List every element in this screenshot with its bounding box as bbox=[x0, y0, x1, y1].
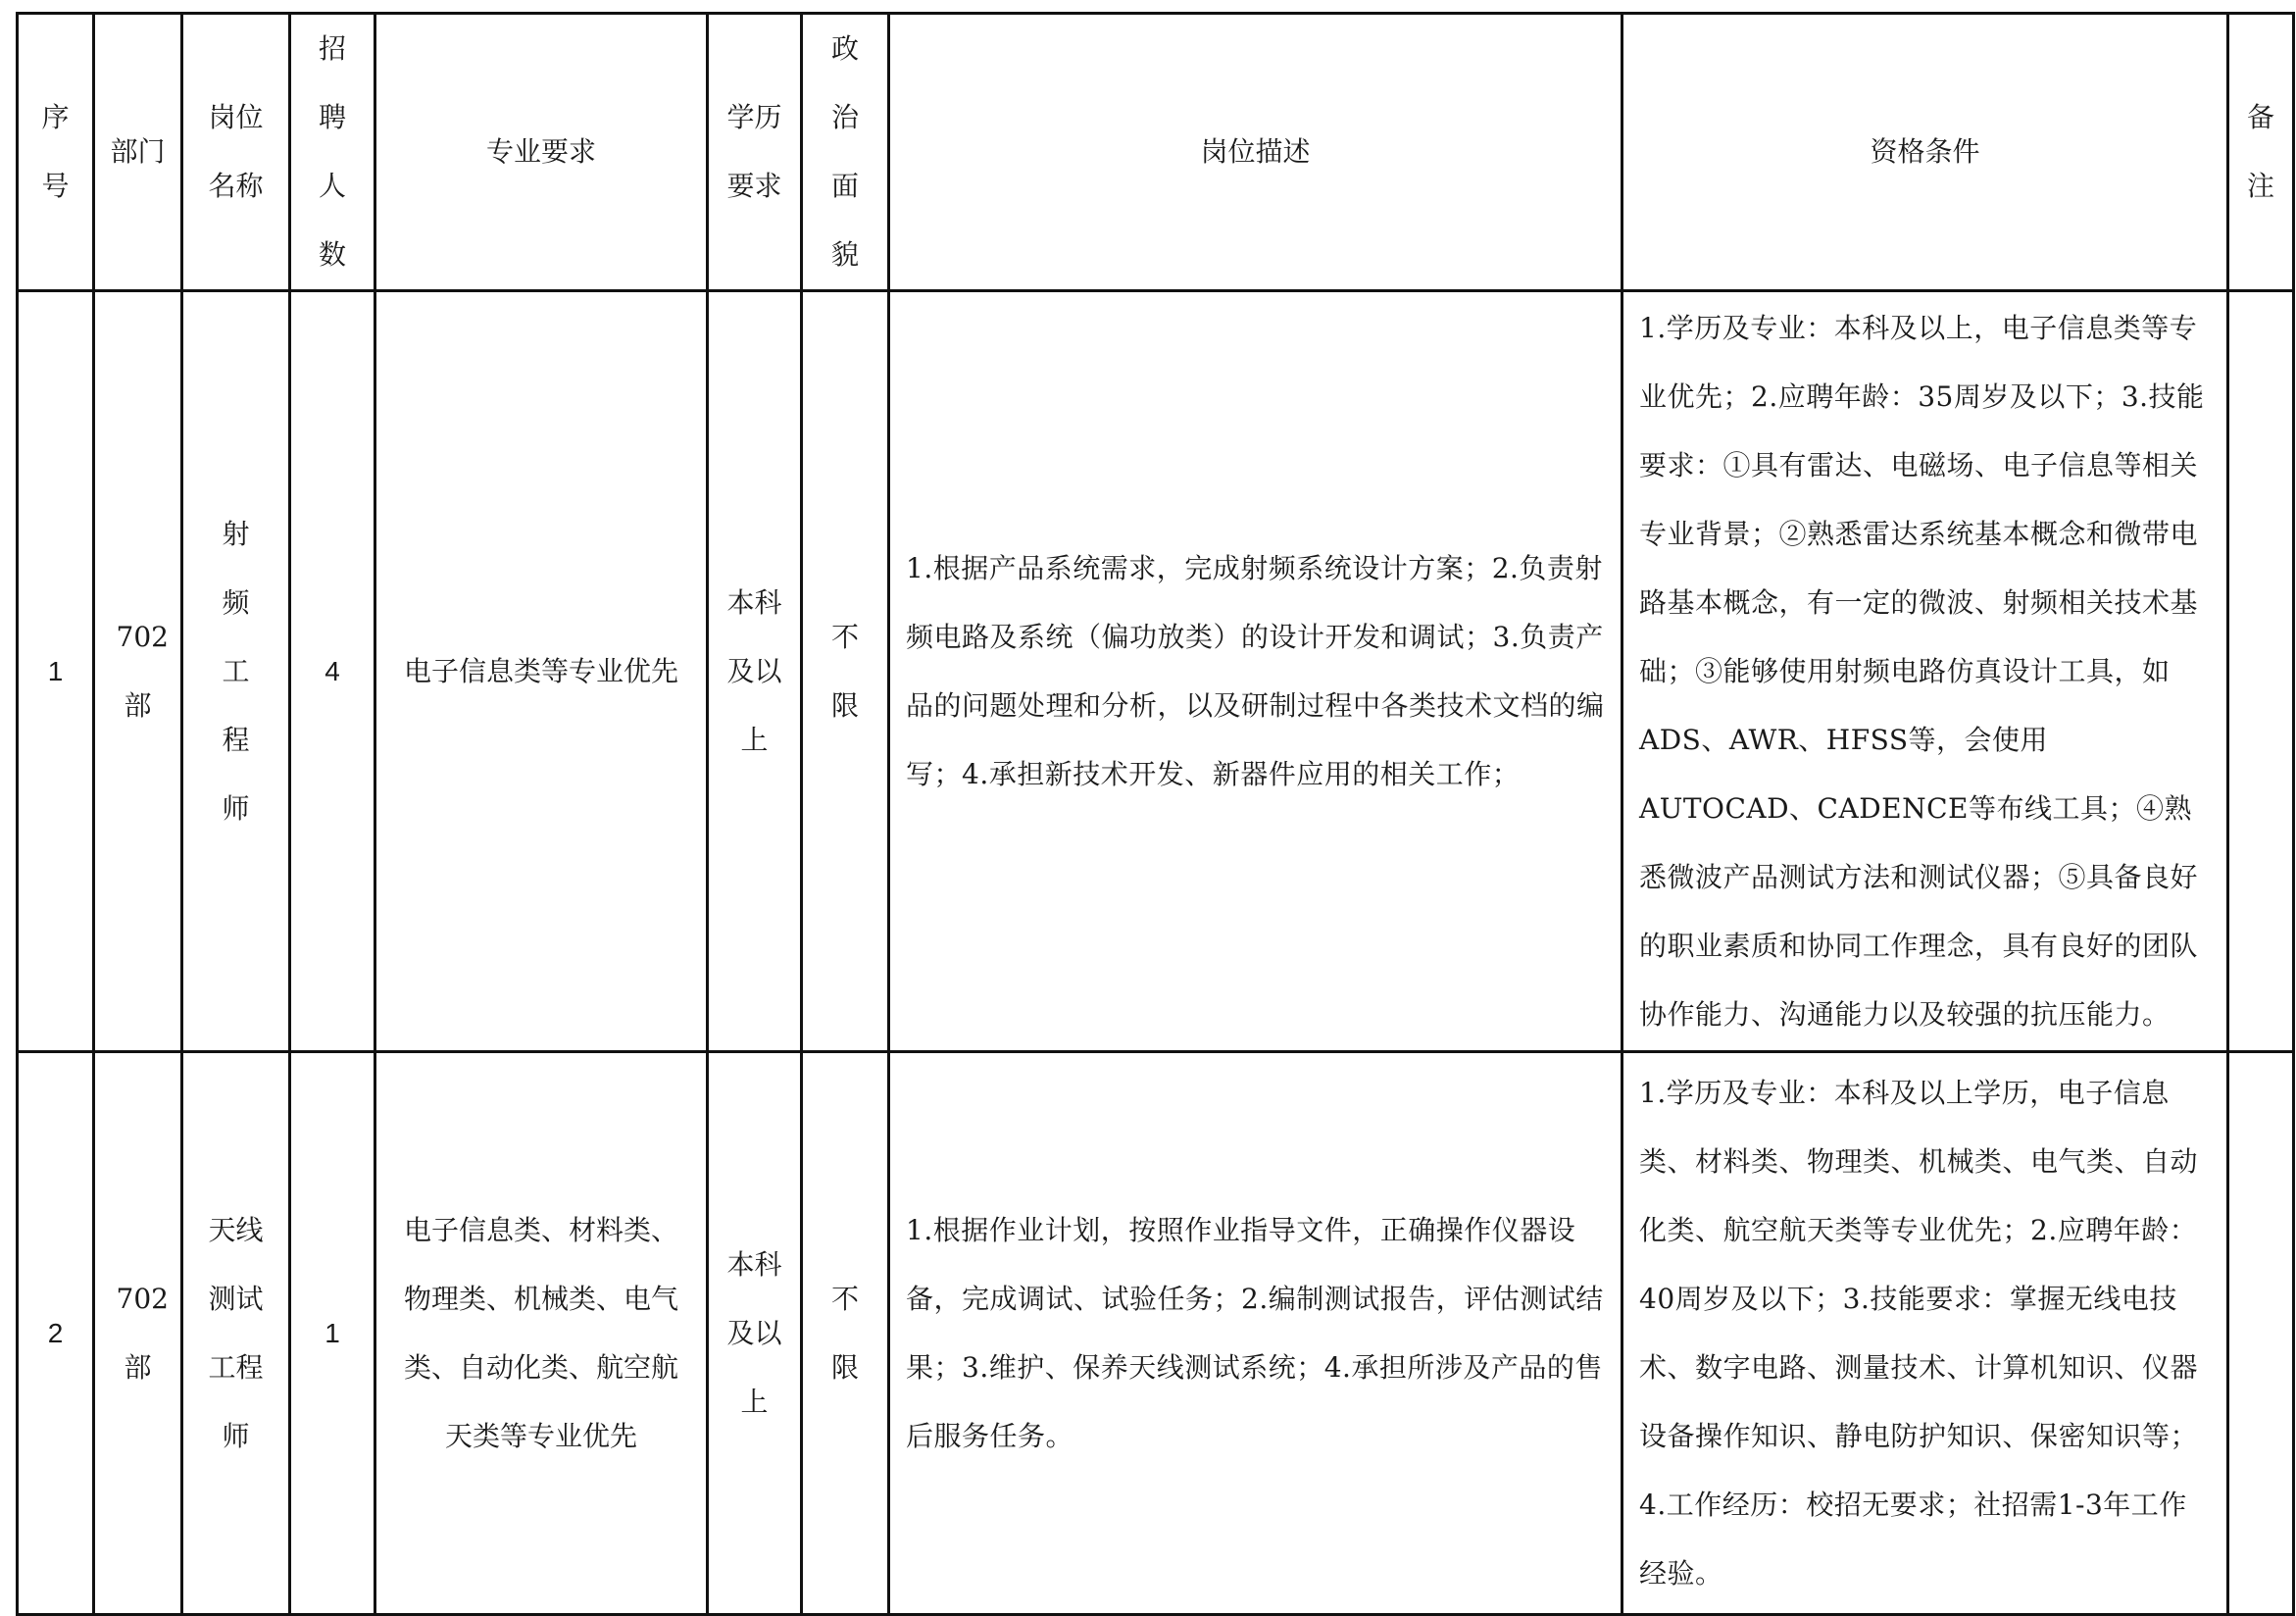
header-major: 专业要求 bbox=[375, 14, 708, 291]
header-index: 序号 bbox=[18, 14, 94, 291]
header-education: 学历要求 bbox=[708, 14, 802, 291]
cell-political: 不限 bbox=[802, 1052, 889, 1615]
cell-department: 702部 bbox=[94, 291, 182, 1052]
cell-description: 1.根据作业计划，按照作业指导文件，正确操作仪器设备，完成调试、试验任务；2.编制测试报告，评估测试结果；3.维护、保养天线测试系统；4.承担所涉及产品的售后服务任务。 bbox=[889, 1052, 1622, 1615]
header-remarks: 备注 bbox=[2228, 14, 2294, 291]
recruitment-table bbox=[16, 12, 2295, 1616]
cell-qualifications: 1.学历及专业：本科及以上学历，电子信息类、材料类、物理类、机械类、电气类、自动化类、航空航天类等专业优先；2.应聘年龄：40周岁及以下；3.技能要求：掌握无线电技术、数字电路、测量技术、计算机知识、仪器设备操作知识、静电防护知识、保密知识等；4.工作经历：校招无要求；社招需1-3年工作经验。 bbox=[1622, 1052, 2228, 1615]
cell-education: 本科及以上 bbox=[708, 291, 802, 1052]
header-department: 部门 bbox=[94, 14, 182, 291]
header-description: 岗位描述 bbox=[889, 14, 1622, 291]
cell-position: 天线测试工程师 bbox=[182, 1052, 290, 1615]
cell-major: 电子信息类、材料类、物理类、机械类、电气类、自动化类、航空航天类等专业优先 bbox=[375, 1052, 708, 1615]
cell-headcount: 1 bbox=[290, 1052, 375, 1615]
table-row bbox=[18, 291, 2294, 1052]
cell-education: 本科及以上 bbox=[708, 1052, 802, 1615]
header-headcount: 招聘人数 bbox=[290, 14, 375, 291]
cell-index: 2 bbox=[18, 1052, 94, 1615]
header-position: 岗位名称 bbox=[182, 14, 290, 291]
cell-major: 电子信息类等专业优先 bbox=[375, 291, 708, 1052]
header-political: 政治面貌 bbox=[802, 14, 889, 291]
table-row bbox=[18, 1052, 2294, 1615]
cell-remarks bbox=[2228, 1052, 2294, 1615]
cell-political: 不限 bbox=[802, 291, 889, 1052]
cell-headcount: 4 bbox=[290, 291, 375, 1052]
header-qualifications: 资格条件 bbox=[1622, 14, 2228, 291]
cell-department: 702部 bbox=[94, 1052, 182, 1615]
cell-index: 1 bbox=[18, 291, 94, 1052]
cell-remarks bbox=[2228, 291, 2294, 1052]
cell-description: 1.根据产品系统需求，完成射频系统设计方案；2.负责射频电路及系统（偏功放类）的设计开发和调试；3.负责产品的问题处理和分析，以及研制过程中各类技术文档的编写；4.承担新技术开发、新器件应用的相关工作； bbox=[889, 291, 1622, 1052]
cell-position: 射频工程师 bbox=[182, 291, 290, 1052]
header-row bbox=[18, 14, 2294, 291]
cell-qualifications: 1.学历及专业：本科及以上，电子信息类等专业优先；2.应聘年龄：35周岁及以下；3.技能要求：①具有雷达、电磁场、电子信息等相关专业背景；②熟悉雷达系统基本概念和微带电路基本概念，有一定的微波、射频相关技术基础；③能够使用射频电路仿真设计工具，如ADS、AWR、HFSS等，会使用AUTOCAD、CADENCE等布线工具；④熟悉微波产品测试方法和测试仪器；⑤具备良好的职业素质和协同工作理念，具有良好的团队协作能力、沟通能力以及较强的抗压能力。 bbox=[1622, 291, 2228, 1052]
